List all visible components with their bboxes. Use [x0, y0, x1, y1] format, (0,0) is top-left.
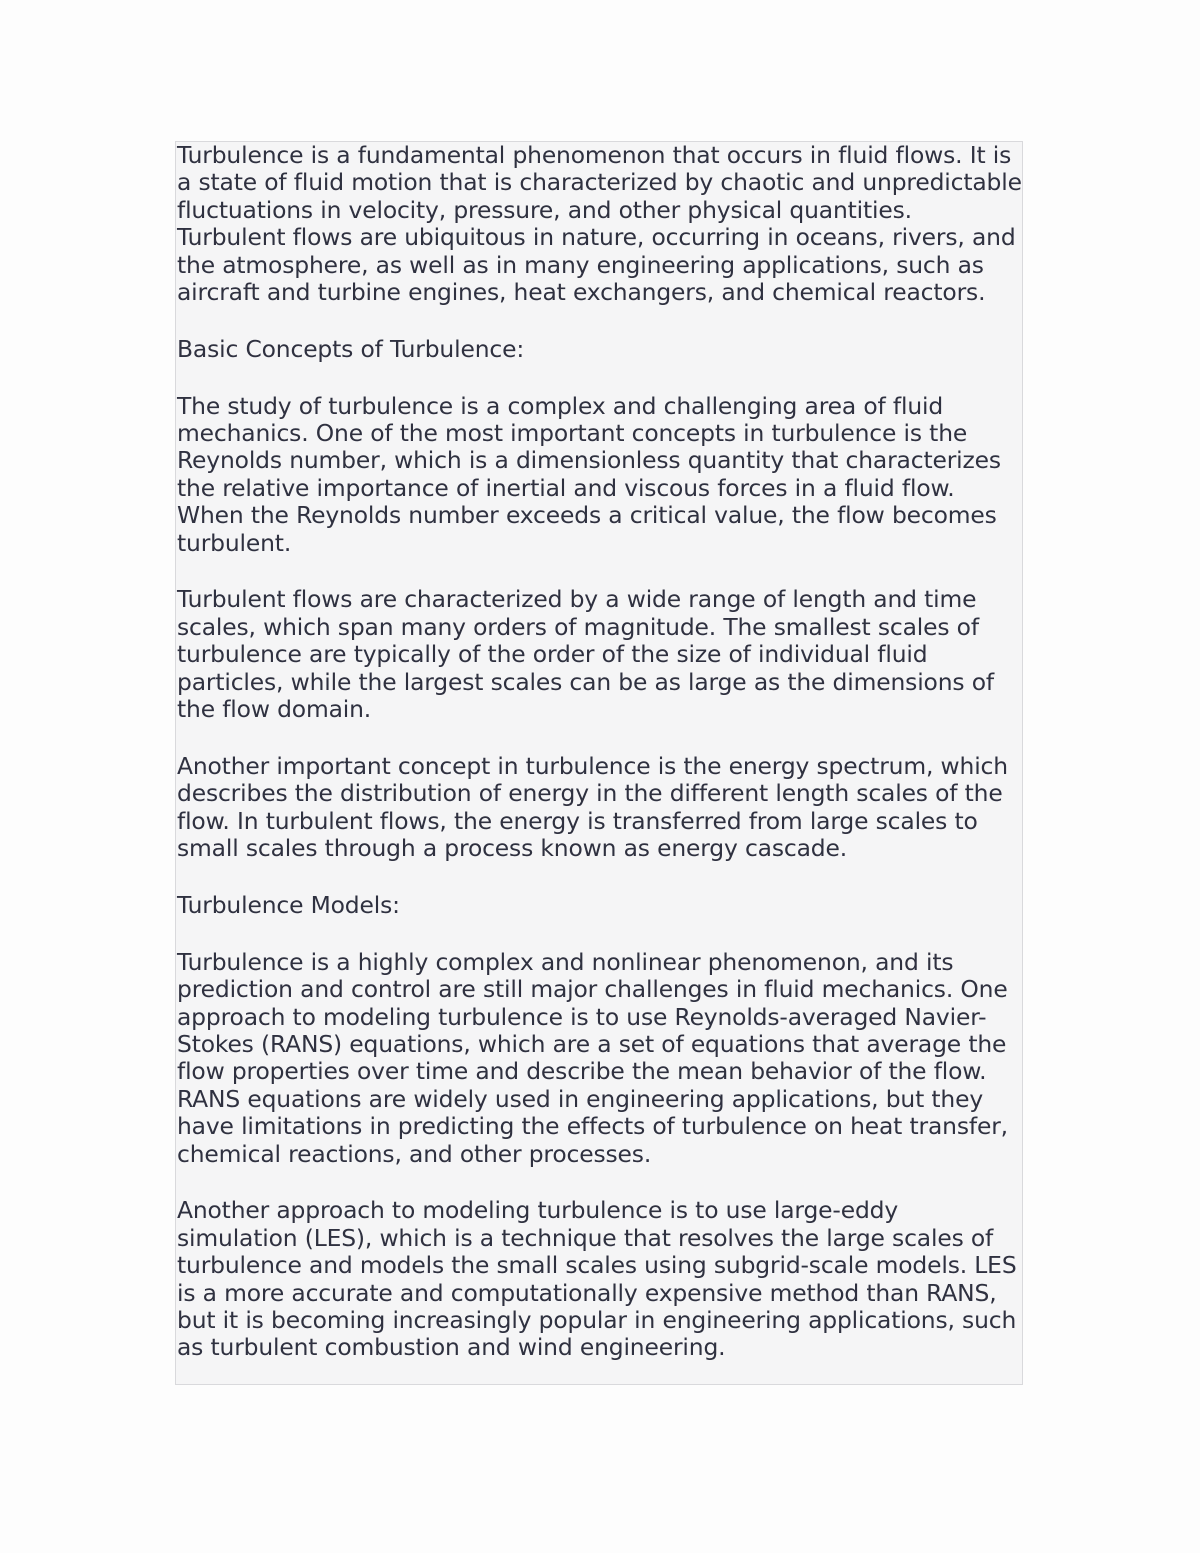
paragraph-energy-spectrum: Another important concept in turbulence is the energy spectrum, which describes the distribution of energy in the different length scales of the flow. In turbulent flows, the energy is transferred from large scales to small scales through a process known as energy cascade. [177, 751, 1008, 863]
paragraph-les: Another approach to modeling turbulence is to use large-eddy simulation (LES), which is a technique that resolves the large scales of turbulence and models the small scales using subgrid-scale models. LES is a more accurate and computationally expensive method than RANS, but it is becoming increasingly popular in engineering applications, such as turbulent combustion and wind engineering. [177, 1196, 1017, 1362]
paragraph-intro: Turbulence is a fundamental phenomenon that occurs in fluid flows. It is a state of fluid motion that is characterized by chaotic and unpredictable fluctuations in velocity, pressure, and other physical quantities. Turbulent flows are ubiquitous in nature, occurring in oceans, rivers, and the atmosphere, as well as in many engineering applications, such as aircraft and turbine engines, heat exchangers, and chemical reactors. [177, 141, 1022, 307]
paragraph-rans: Turbulence is a highly complex and nonlinear phenomenon, and its prediction and control are still major challenges in fluid mechanics. One approach to modeling turbulence is to use Reynolds-averaged Navier-Stokes (RANS) equations, which are a set of equations that average the flow properties over time and describe the mean behavior of the flow. RANS equations are widely used in engineering applications, but they have limitations in predicting the effects of turbulence on heat transfer, chemical reactions, and other processes. [177, 947, 1008, 1168]
document-body [177, 142, 1025, 1362]
section-heading-basic-concepts: Basic Concepts of Turbulence: [177, 334, 525, 363]
paragraph-reynolds-number: The study of turbulence is a complex and challenging area of fluid mechanics. One of the most important concepts in turbulence is the Reynolds number, which is a dimensionless quantity that characterizes the relative importance of inertial and viscous forces in a fluid flow. When the Reynolds number exceeds a critical value, the flow becomes turbulent. [177, 391, 1001, 557]
section-heading-turbulence-models: Turbulence Models: [177, 890, 400, 919]
paragraph-scales: Turbulent flows are characterized by a wide range of length and time scales, which span many orders of magnitude. The smallest scales of turbulence are typically of the order of the size of individual fluid particles, while the largest scales can be as large as the dimensions of the flow domain. [177, 585, 994, 724]
